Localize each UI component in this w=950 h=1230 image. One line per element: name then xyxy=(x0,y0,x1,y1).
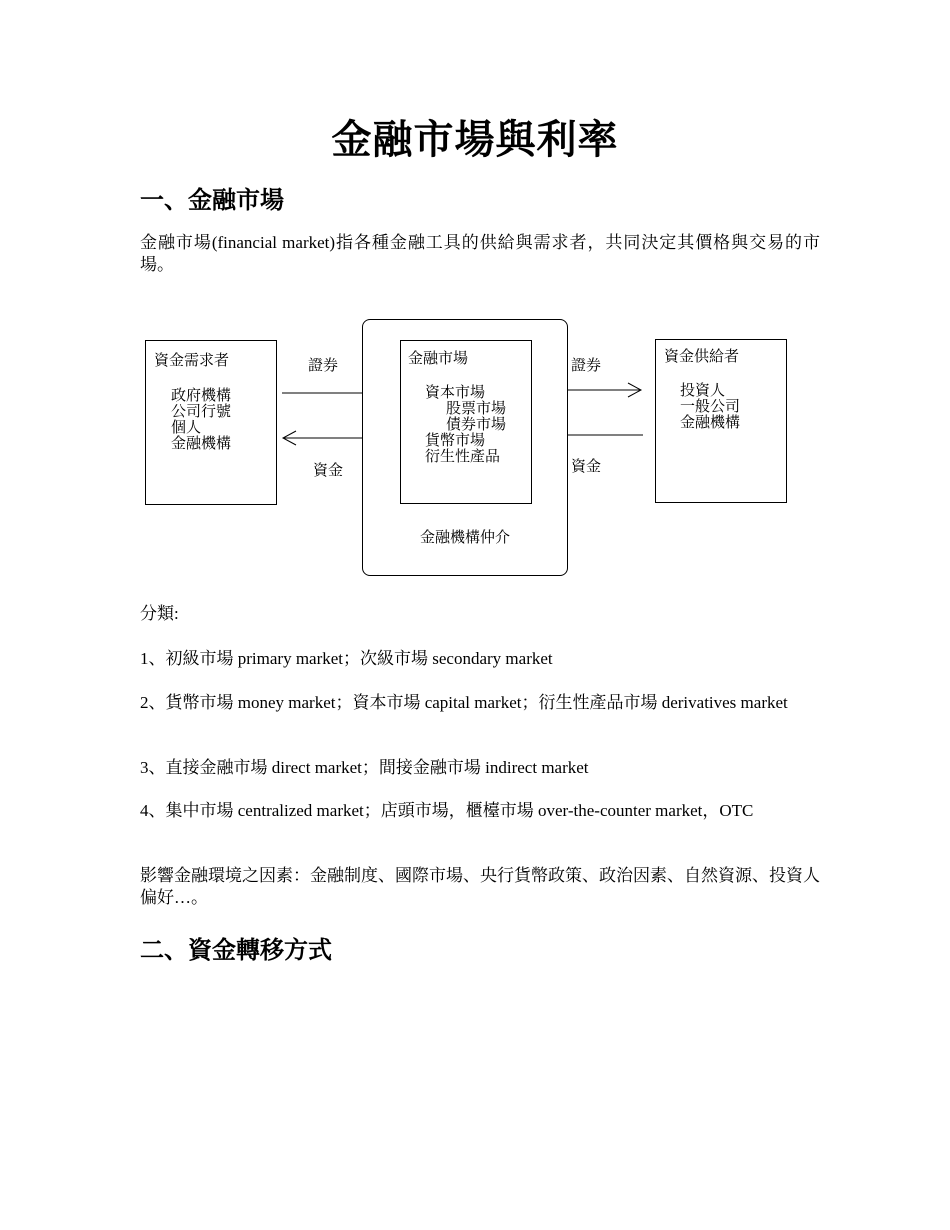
factors-paragraph: 影響金融環境之因素：金融制度、國際市場、央行貨幣政策、政治因素、自然資源、投資人偏好…。 xyxy=(140,866,820,907)
fund-demander-box xyxy=(145,340,277,505)
classification-item-4: 4、集中市場 centralized market；店頭市場，櫃檯市場 over-the-counter market，OTC xyxy=(140,801,754,820)
classification-item-1: 1、初級市場 primary market；次級市場 secondary market xyxy=(140,649,553,668)
list-item: 金融機構 xyxy=(171,434,232,452)
classification-label: 分類: xyxy=(140,604,179,623)
list-item: 政府機構 xyxy=(171,386,232,404)
fund-supplier-list xyxy=(680,382,740,430)
list-item: 個人 xyxy=(171,418,202,436)
intermediary-label: 金融機構仲介 xyxy=(419,528,510,546)
page-title: 金融市場與利率 xyxy=(331,117,619,162)
financial-market-box xyxy=(400,340,532,504)
list-item: 貨幣市場 xyxy=(425,431,486,449)
right-securities-label: 證券 xyxy=(571,356,602,374)
intro-paragraph: 金融市場(financial market)指各種金融工具的供給與需求者，共同決定其價格與交易的市場。 xyxy=(140,233,820,274)
list-item: 投資人 xyxy=(680,381,726,399)
list-item: 公司行號 xyxy=(171,402,232,420)
fund-supplier-title: 資金供給者 xyxy=(664,347,740,365)
classification-item-3: 3、直接金融市場 direct market；間接金融市場 indirect market xyxy=(140,758,589,777)
classification-item-2: 2、貨幣市場 money market；資本市場 capital market；衍生性產品市場 derivatives market xyxy=(140,693,788,712)
section-heading-2: 二、資金轉移方式 xyxy=(140,938,332,964)
fund-demander-title: 資金需求者 xyxy=(154,351,230,369)
list-item: 股票市場 xyxy=(446,399,507,417)
section-heading-1: 一、金融市場 xyxy=(140,188,284,214)
financial-market-title: 金融市場 xyxy=(408,349,469,367)
list-item: 金融機構 xyxy=(680,413,741,431)
left-funds-label: 資金 xyxy=(313,461,344,479)
fund-demander-list xyxy=(171,387,231,451)
list-item: 一般公司 xyxy=(680,397,741,415)
right-funds-label: 資金 xyxy=(571,457,602,475)
fund-supplier-box xyxy=(655,339,787,503)
list-item: 衍生性產品 xyxy=(425,447,501,465)
left-securities-label: 證券 xyxy=(308,356,339,374)
financial-market-diagram xyxy=(140,312,800,582)
list-item: 債券市場 xyxy=(446,415,507,433)
list-item: 資本市場 xyxy=(425,383,486,401)
financial-market-list xyxy=(425,384,506,464)
